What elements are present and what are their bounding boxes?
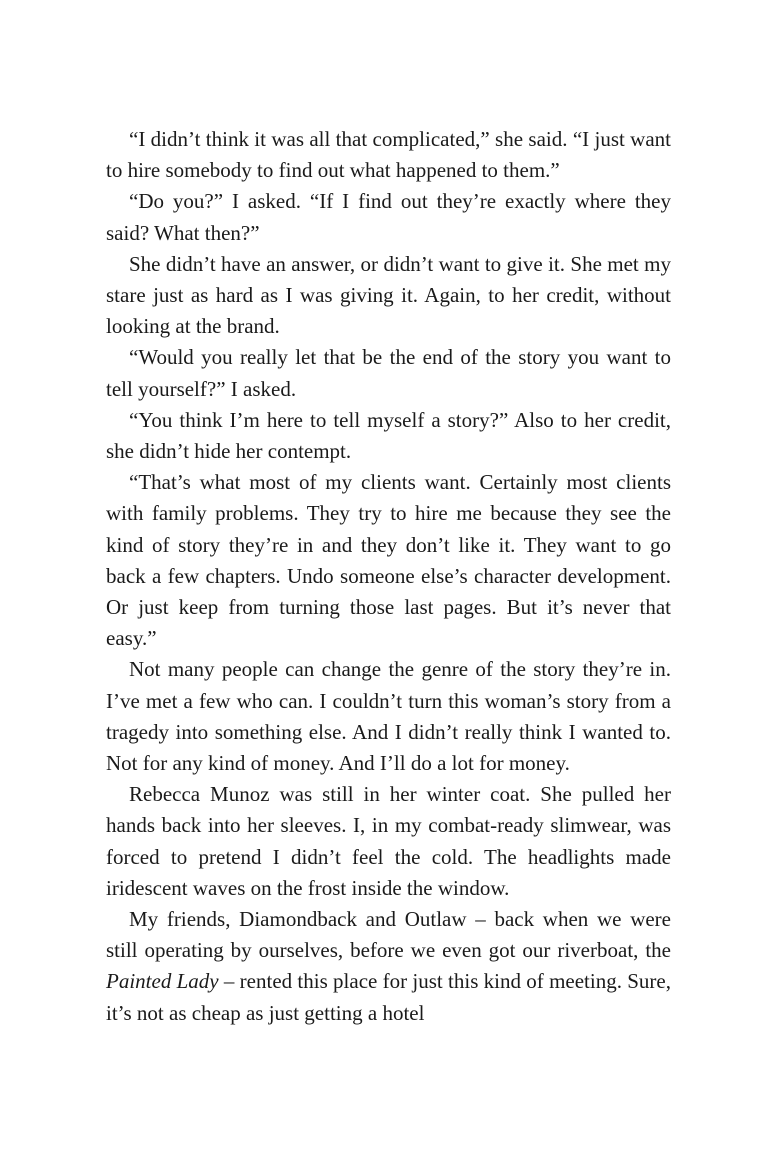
paragraph-text: – rented this place for just this kind of meeting. Sure, it’s not as cheap as just getting a hotel	[106, 969, 671, 1025]
paragraph: “Do you?” I asked. “If I find out they’re exactly where they said? What then?”	[106, 189, 671, 245]
paragraph: Not many people can change the genre of the story they’re in. I’ve met a few who can. I couldn’t turn this woman’s story from a tragedy into something else. And I didn’t really think I wanted to. Not for any kind of money. And I’ll do a lot for money.	[106, 657, 671, 776]
paragraph: “You think I’m here to tell myself a story?” Also to her credit, she didn’t hide her contempt.	[106, 407, 671, 464]
paragraph-text: My friends, Diamondback and Outlaw – back when we were still operating by ourselves, before we even got our riverboat, the	[106, 907, 671, 963]
paragraph-last	[106, 904, 671, 1029]
boat-name-italic: Painted Lady	[106, 969, 219, 994]
paragraph: She didn’t have an answer, or didn’t want to give it. She met my stare just as hard as I was giving it. Again, to her credit, without looking at the brand.	[106, 251, 671, 339]
paragraph: Rebecca Munoz was still in her winter coat. She pulled her hands back into her sleeves. I, in my combat-ready slimwear, was forced to pretend I didn’t feel the cold. The headlights made iridescent waves on the frost inside the window.	[106, 782, 671, 900]
paragraph: “Would you really let that be the end of the story you want to tell yourself?” I asked.	[106, 345, 671, 401]
paragraph: “I didn’t think it was all that complicated,” she said. “I just want to hire somebody to find out what happened to them.”	[106, 127, 671, 183]
paragraph: “That’s what most of my clients want. Certainly most clients with family problems. They try to hire me because they see the kind of story they’re in and they don’t like it. They want to go back a few chapters. Undo someone else’s character development. Or just keep from turning those last pages. But it’s never that easy.”	[106, 470, 671, 651]
book-page-text	[106, 124, 671, 1029]
